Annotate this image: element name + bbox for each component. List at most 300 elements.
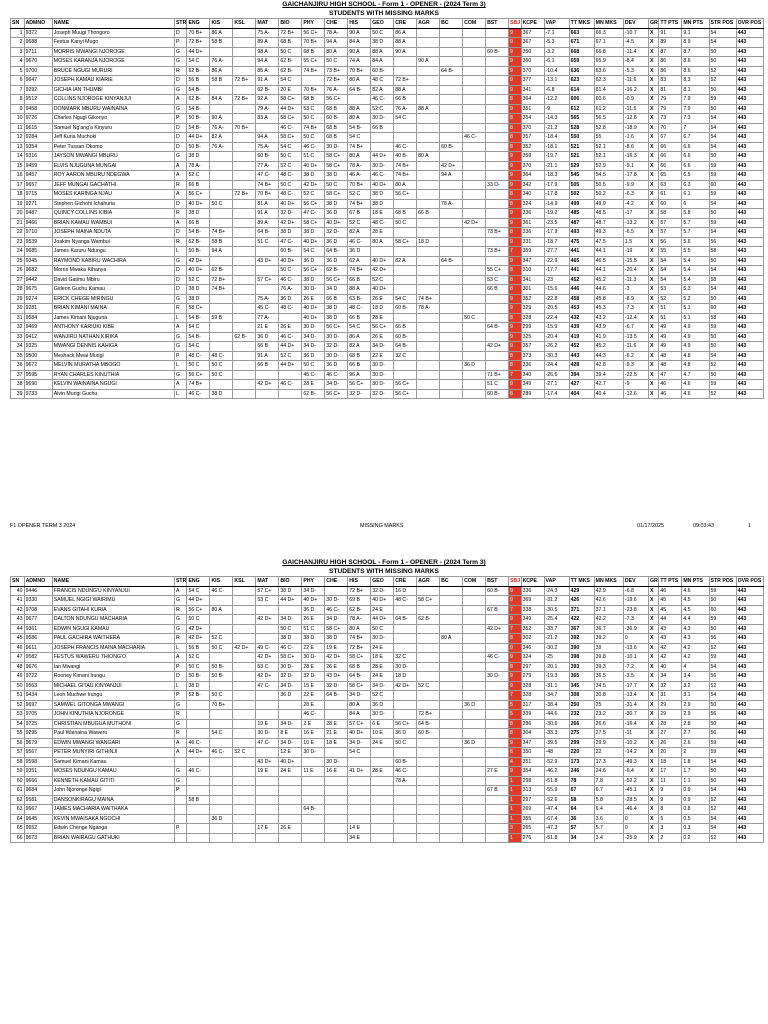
cell-vap: -39.5 [544, 738, 569, 748]
cell-mn-mks: 39.3 [594, 662, 623, 672]
cell-sn: 54 [11, 719, 25, 729]
cell-geo [371, 786, 394, 796]
column-header-gr: GR [649, 20, 658, 26]
cell-eng: 50 B- [187, 114, 210, 124]
cell-che: 46 C- [325, 370, 348, 380]
cell-tt-pts: 61 [659, 190, 682, 200]
cell-mn-mks: 55 [594, 133, 623, 143]
cell-mn-mks: 45.2 [594, 342, 623, 352]
cell-com [463, 672, 486, 682]
cell-dev: -4.5 [623, 38, 648, 48]
cell-agr [417, 266, 440, 276]
cell-cre: 60 B- [394, 304, 417, 314]
cell-his: 78 A- [348, 161, 371, 171]
cell-kis: 50 C [210, 691, 233, 701]
cell-str-pos: 52 [709, 76, 736, 86]
cell-che: 34 D- [325, 615, 348, 625]
cell-str: R [174, 180, 187, 190]
cell-agr: 74 B+ [417, 294, 440, 304]
cell-sbj: 9 [509, 681, 522, 691]
cell-sn: 2 [11, 38, 25, 48]
cell-admno: 9652 [24, 824, 52, 834]
cell-gr: X [648, 114, 658, 124]
cell-name: SAMUEL NGIGI WAIRIMU [52, 596, 174, 606]
cell-mn-mks: 39.4 [594, 370, 623, 380]
cell-mn-mks: 50.5 [594, 180, 623, 190]
cell-geo: 50 C [371, 624, 394, 634]
cell-ksl [233, 615, 256, 625]
footer-page: 1 [748, 523, 751, 529]
cell-tt-mks: 419 [569, 332, 594, 342]
cell-kcpe: 357 [521, 342, 544, 352]
cell-ovr-pos: 443 [736, 209, 763, 219]
cell-dev: 0 [623, 824, 648, 834]
cell-bc [440, 748, 463, 758]
cell-vap: -22.8 [544, 294, 569, 304]
cell-sbj: 8 [509, 266, 522, 276]
cell-mn-mks: 62.3 [594, 76, 623, 86]
cell-mat: 21 E [256, 323, 279, 333]
cell-kcpe: 367 [521, 38, 544, 48]
cell-str-pos: 54 [709, 757, 736, 767]
cell-sbj: 9 [509, 596, 522, 606]
cell-sn: 53 [11, 710, 25, 720]
cell-cre [394, 228, 417, 238]
cell-com [463, 643, 486, 653]
cell-gr: X [648, 152, 658, 162]
cell-bc [440, 95, 463, 105]
cell-gr: X [648, 748, 658, 758]
cell-mn-mks: 61.4 [594, 85, 623, 95]
cell-geo: 84 A [371, 57, 394, 67]
cell-str: R [174, 66, 187, 76]
cell-che: 76 A- [325, 85, 348, 95]
cell-mn-pts: 0.2 [682, 833, 709, 843]
cell-ovr-pos: 443 [736, 199, 763, 209]
cell-sn: 22 [11, 228, 25, 238]
column-header-his: HIS [348, 577, 371, 587]
cell-kcpe: 350 [521, 47, 544, 57]
cell-bio: 32 D- [279, 209, 302, 219]
cell-gr: X [648, 729, 658, 739]
cell-vap: -27.7 [544, 247, 569, 257]
cell-str: P [174, 114, 187, 124]
cell-cre: 46 C- [394, 142, 417, 152]
column-header-mn-mks: MN MKS [594, 19, 623, 29]
column-header-mat: MAT [256, 577, 279, 587]
cell-gr: X [648, 795, 658, 805]
cell-bc [440, 643, 463, 653]
cell-tt-pts: 47 [659, 370, 682, 380]
cell-his: 40 D+ [348, 729, 371, 739]
cell-admno: 9647 [24, 76, 52, 86]
cell-str: D [174, 285, 187, 295]
cell-gr: X [648, 700, 658, 710]
cell-geo: 48 C [371, 76, 394, 86]
cell-agr [417, 634, 440, 644]
cell-mn-mks: 29.9 [594, 738, 623, 748]
report-title: GAICHANJIRU HIGH SCHOOL - Form 1 - OPENER - (2024 Term 3) [282, 1, 486, 8]
cell-ovr-pos: 443 [736, 634, 763, 644]
cell-sbj: 9 [509, 672, 522, 682]
cell-kcpe: 317 [521, 700, 544, 710]
cell-name: KEVIN MWAISAKA NGOCHI [52, 814, 174, 824]
cell-tt-pts: 17 [659, 767, 682, 777]
cell-mat: 47 C- [256, 738, 279, 748]
cell-name: David Gatimu Mbiru [52, 275, 174, 285]
cell-com [463, 795, 486, 805]
cell-eng [187, 824, 210, 834]
cell-his: 74 B+ [348, 142, 371, 152]
cell-mn-mks: 63.6 [594, 66, 623, 76]
cell-geo [371, 748, 394, 758]
cell-che: 56 C+ [325, 95, 348, 105]
cell-vap: -5.3 [544, 38, 569, 48]
cell-phy: 40 D+ [302, 596, 325, 606]
cell-kis: 94 A [210, 247, 233, 257]
cell-che: 94 A [325, 38, 348, 48]
cell-cre [394, 795, 417, 805]
cell-kis: 76 A- [210, 57, 233, 67]
cell-ovr-pos: 443 [736, 672, 763, 682]
table-row [11, 700, 764, 710]
cell-bc: 94 A [440, 171, 463, 181]
cell-phy: 22 E [302, 691, 325, 701]
cell-bio: 40 D+ [279, 199, 302, 209]
cell-vap: -44.6 [544, 710, 569, 720]
cell-kcpe: 354 [521, 114, 544, 124]
cell-str-pos: 58 [709, 313, 736, 323]
cell-sn: 63 [11, 805, 25, 815]
cell-com [463, 681, 486, 691]
cell-gr: X [648, 691, 658, 701]
cell-tt-pts: 54 [659, 275, 682, 285]
cell-mn-pts: 5.5 [682, 247, 709, 257]
cell-bst: 66 B [486, 285, 509, 295]
cell-bst [486, 634, 509, 644]
table-body [11, 586, 764, 843]
cell-cre [394, 700, 417, 710]
cell-vap: -30.6 [544, 719, 569, 729]
cell-gr: X [648, 805, 658, 815]
cell-kis: 36 D [210, 814, 233, 824]
cell-cre [394, 66, 417, 76]
cell-str: P [174, 786, 187, 796]
cell-bc [440, 323, 463, 333]
cell-gr: X [648, 786, 658, 796]
cell-str-pos: 59 [709, 748, 736, 758]
cell-bc [440, 209, 463, 219]
cell-sbj: 9 [509, 738, 522, 748]
cell-ksl [233, 814, 256, 824]
cell-mn-pts: 4.5 [682, 605, 709, 615]
cell-vap: -15.9 [544, 323, 569, 333]
table-row [11, 218, 764, 228]
cell-ovr-pos: 443 [736, 66, 763, 76]
cell-vap: -18.7 [544, 237, 569, 247]
cell-sbj: 8 [509, 114, 522, 124]
cell-mn-mks: 47.5 [594, 237, 623, 247]
cell-com [463, 805, 486, 815]
cell-str-pos: 56 [709, 672, 736, 682]
cell-str: A [174, 586, 187, 596]
cell-cre [394, 605, 417, 615]
cell-geo: 38 D [371, 199, 394, 209]
cell-sn: 58 [11, 757, 25, 767]
cell-str-pos: 52 [709, 681, 736, 691]
cell-ksl [233, 47, 256, 57]
cell-com [463, 171, 486, 181]
cell-sbj: 9 [509, 209, 522, 219]
cell-str-pos: 59 [709, 615, 736, 625]
cell-ksl [233, 38, 256, 48]
cell-agr [417, 361, 440, 371]
cell-gr: X [648, 266, 658, 276]
cell-kcpe: 352 [521, 294, 544, 304]
cell-his: 34 D- [348, 738, 371, 748]
cell-com [463, 653, 486, 663]
cell-gr: X [648, 247, 658, 257]
cell-str: L [174, 681, 187, 691]
cell-sbj: 9 [509, 104, 522, 114]
cell-ovr-pos: 443 [736, 586, 763, 596]
cell-eng: 54 B- [187, 85, 210, 95]
cell-str: R [174, 209, 187, 219]
cell-dev: -11.6 [623, 342, 648, 352]
table-row [11, 285, 764, 295]
cell-eng [187, 814, 210, 824]
cell-com [463, 28, 486, 38]
cell-gr: X [648, 757, 658, 767]
cell-mat: 70 B+ [256, 190, 279, 200]
column-header-dev: DEV [623, 19, 648, 29]
cell-sbj: 9 [509, 171, 522, 181]
cell-kis: 62 B- [210, 266, 233, 276]
cell-gr: X [648, 624, 658, 634]
cell-kis: 76 A- [210, 142, 233, 152]
cell-bc [440, 237, 463, 247]
cell-name: KELVIN WAINAINA NGUGI [52, 380, 174, 390]
column-header-mn-mks: MN MKS [594, 577, 623, 587]
cell-phy: 38 D [302, 228, 325, 238]
cell-vap: -22.9 [544, 256, 569, 266]
cell-tt-mks: 398 [569, 653, 594, 663]
cell-che: 56 C+ [325, 275, 348, 285]
cell-tt-mks: 422 [569, 615, 594, 625]
cell-kis [210, 624, 233, 634]
cell-mat: 57 C+ [256, 275, 279, 285]
cell-tt-mks: 443 [569, 351, 594, 361]
cell-sbj: 9 [509, 294, 522, 304]
cell-che: 26 E [325, 662, 348, 672]
table-row [11, 634, 764, 644]
cell-admno: 9512 [24, 95, 52, 105]
cell-sbj: 8 [509, 275, 522, 285]
cell-bc [440, 285, 463, 295]
cell-com [463, 228, 486, 238]
cell-ksl [233, 133, 256, 143]
cell-agr [417, 323, 440, 333]
cell-geo [371, 776, 394, 786]
cell-ksl [233, 776, 256, 786]
cell-agr [417, 691, 440, 701]
cell-his: 54 C [348, 323, 371, 333]
cell-tt-pts: 29 [659, 710, 682, 720]
cell-sbj: 9 [509, 332, 522, 342]
cell-his: 36 D [348, 247, 371, 257]
cell-tt-pts: 2 [659, 833, 682, 843]
cell-eng [187, 757, 210, 767]
cell-tt-mks: 246 [569, 767, 594, 777]
cell-eng: 54 C [187, 342, 210, 352]
cell-gr: X [648, 304, 658, 314]
cell-admno: 9595 [24, 370, 52, 380]
cell-name: DALTON NDUNGU MACHARIA [52, 615, 174, 625]
cell-tt-mks: 545 [569, 171, 594, 181]
cell-tt-pts: 29 [659, 700, 682, 710]
cell-str-pos: 50 [709, 152, 736, 162]
cell-eng: 42 D+ [187, 256, 210, 266]
cell-name: Morris Mwaka Kihanya [52, 266, 174, 276]
cell-kcpe: 352 [521, 142, 544, 152]
cell-str-pos: 52 [709, 833, 736, 843]
cell-ovr-pos: 443 [736, 596, 763, 606]
cell-cre: 56 C+ [394, 190, 417, 200]
cell-mn-mks: 56.5 [594, 114, 623, 124]
cell-admno: 9563 [24, 681, 52, 691]
cell-kis: 59 B [210, 313, 233, 323]
cell-geo: 30 D- [371, 634, 394, 644]
cell-vap: -26.2 [544, 342, 569, 352]
cell-eng [187, 729, 210, 739]
cell-str-pos: 54 [709, 266, 736, 276]
cell-bst [486, 681, 509, 691]
cell-ksl [233, 624, 256, 634]
cell-geo: 18 D [371, 304, 394, 314]
cell-name: JOHN KINUTHIA NJORONGE [52, 710, 174, 720]
cell-dev: -46.4 [623, 805, 648, 815]
cell-mat [256, 814, 279, 824]
cell-ovr-pos: 443 [736, 361, 763, 371]
cell-his: 80 A [348, 76, 371, 86]
cell-ovr-pos: 443 [736, 152, 763, 162]
cell-sn: 49 [11, 672, 25, 682]
cell-bst: 55 C+ [486, 266, 509, 276]
cell-eng: 42 D+ [187, 624, 210, 634]
cell-geo: 36 D [371, 700, 394, 710]
cell-geo: 46 C- [371, 95, 394, 105]
cell-bc [440, 332, 463, 342]
cell-kis: 86 A [210, 28, 233, 38]
cell-mn-pts: 4.3 [682, 634, 709, 644]
cell-com [463, 786, 486, 796]
cell-phy: 56 C+ [302, 199, 325, 209]
cell-che: 56 C+ [325, 389, 348, 399]
cell-dev: -45.1 [623, 786, 648, 796]
cell-str: G [174, 256, 187, 266]
cell-phy: 16 E [302, 729, 325, 739]
cell-sn: 62 [11, 795, 25, 805]
cell-phy: 62 B- [302, 389, 325, 399]
cell-che: 60 B- [325, 114, 348, 124]
cell-str: R [174, 710, 187, 720]
cell-kcpe: 324 [521, 199, 544, 209]
cell-bio: 54 C [279, 142, 302, 152]
cell-bst: 71 B+ [486, 370, 509, 380]
cell-tt-pts: 20 [659, 748, 682, 758]
cell-dev: -16.2 [623, 85, 648, 95]
cell-tt-pts: 73 [659, 114, 682, 124]
cell-mat: 53 C [256, 596, 279, 606]
cell-bst [486, 114, 509, 124]
cell-geo: 34 D- [371, 681, 394, 691]
cell-tt-mks: 623 [569, 76, 594, 86]
cell-gr: X [648, 218, 658, 228]
cell-bc [440, 662, 463, 672]
cell-name: Gideon Guchu Kamau [52, 285, 174, 295]
cell-phy: 22 E [302, 643, 325, 653]
cell-ovr-pos: 443 [736, 171, 763, 181]
cell-geo: 40 D+ [371, 596, 394, 606]
cell-kis: 86 A [210, 66, 233, 76]
cell-mat: 45 C- [256, 304, 279, 314]
cell-bio [279, 700, 302, 710]
cell-his [348, 776, 371, 786]
cell-mat [256, 266, 279, 276]
cell-sbj: 8 [509, 662, 522, 672]
cell-che: 43 D+ [325, 672, 348, 682]
cell-tt-mks: 371 [569, 605, 594, 615]
cell-che: 66 B [325, 294, 348, 304]
table-row [11, 180, 764, 190]
cell-com [463, 142, 486, 152]
cell-agr [417, 114, 440, 124]
cell-str: G [174, 342, 187, 352]
cell-sn: 13 [11, 142, 25, 152]
cell-mn-pts: 2 [682, 748, 709, 758]
table-row [11, 294, 764, 304]
cell-dev: -7.3 [623, 615, 648, 625]
cell-com [463, 814, 486, 824]
cell-kcpe: 313 [521, 786, 544, 796]
cell-bio: 38 D [279, 634, 302, 644]
cell-kis [210, 190, 233, 200]
cell-bst [486, 313, 509, 323]
cell-gr: X [648, 57, 658, 67]
cell-bio: 12 E [279, 748, 302, 758]
cell-name: Joakim Nyanga Wambui [52, 237, 174, 247]
cell-bio [279, 710, 302, 720]
table-row [11, 757, 764, 767]
cell-gr: X [648, 776, 658, 786]
cell-bc [440, 691, 463, 701]
cell-ksl [233, 361, 256, 371]
cell-sn: 34 [11, 342, 25, 352]
cell-mat [256, 389, 279, 399]
cell-gr: X [648, 285, 658, 295]
cell-phy: 46 C- [302, 710, 325, 720]
cell-mat [256, 710, 279, 720]
cell-tt-pts: 57 [659, 228, 682, 238]
cell-tt-mks: 34 [569, 833, 594, 843]
cell-bio: 46 C- [279, 123, 302, 133]
cell-eng: 50 C [187, 361, 210, 371]
cell-agr [417, 95, 440, 105]
cell-str-pos: 59 [709, 586, 736, 596]
cell-his [348, 795, 371, 805]
cell-his: 54 B- [348, 123, 371, 133]
cell-str: D [174, 123, 187, 133]
